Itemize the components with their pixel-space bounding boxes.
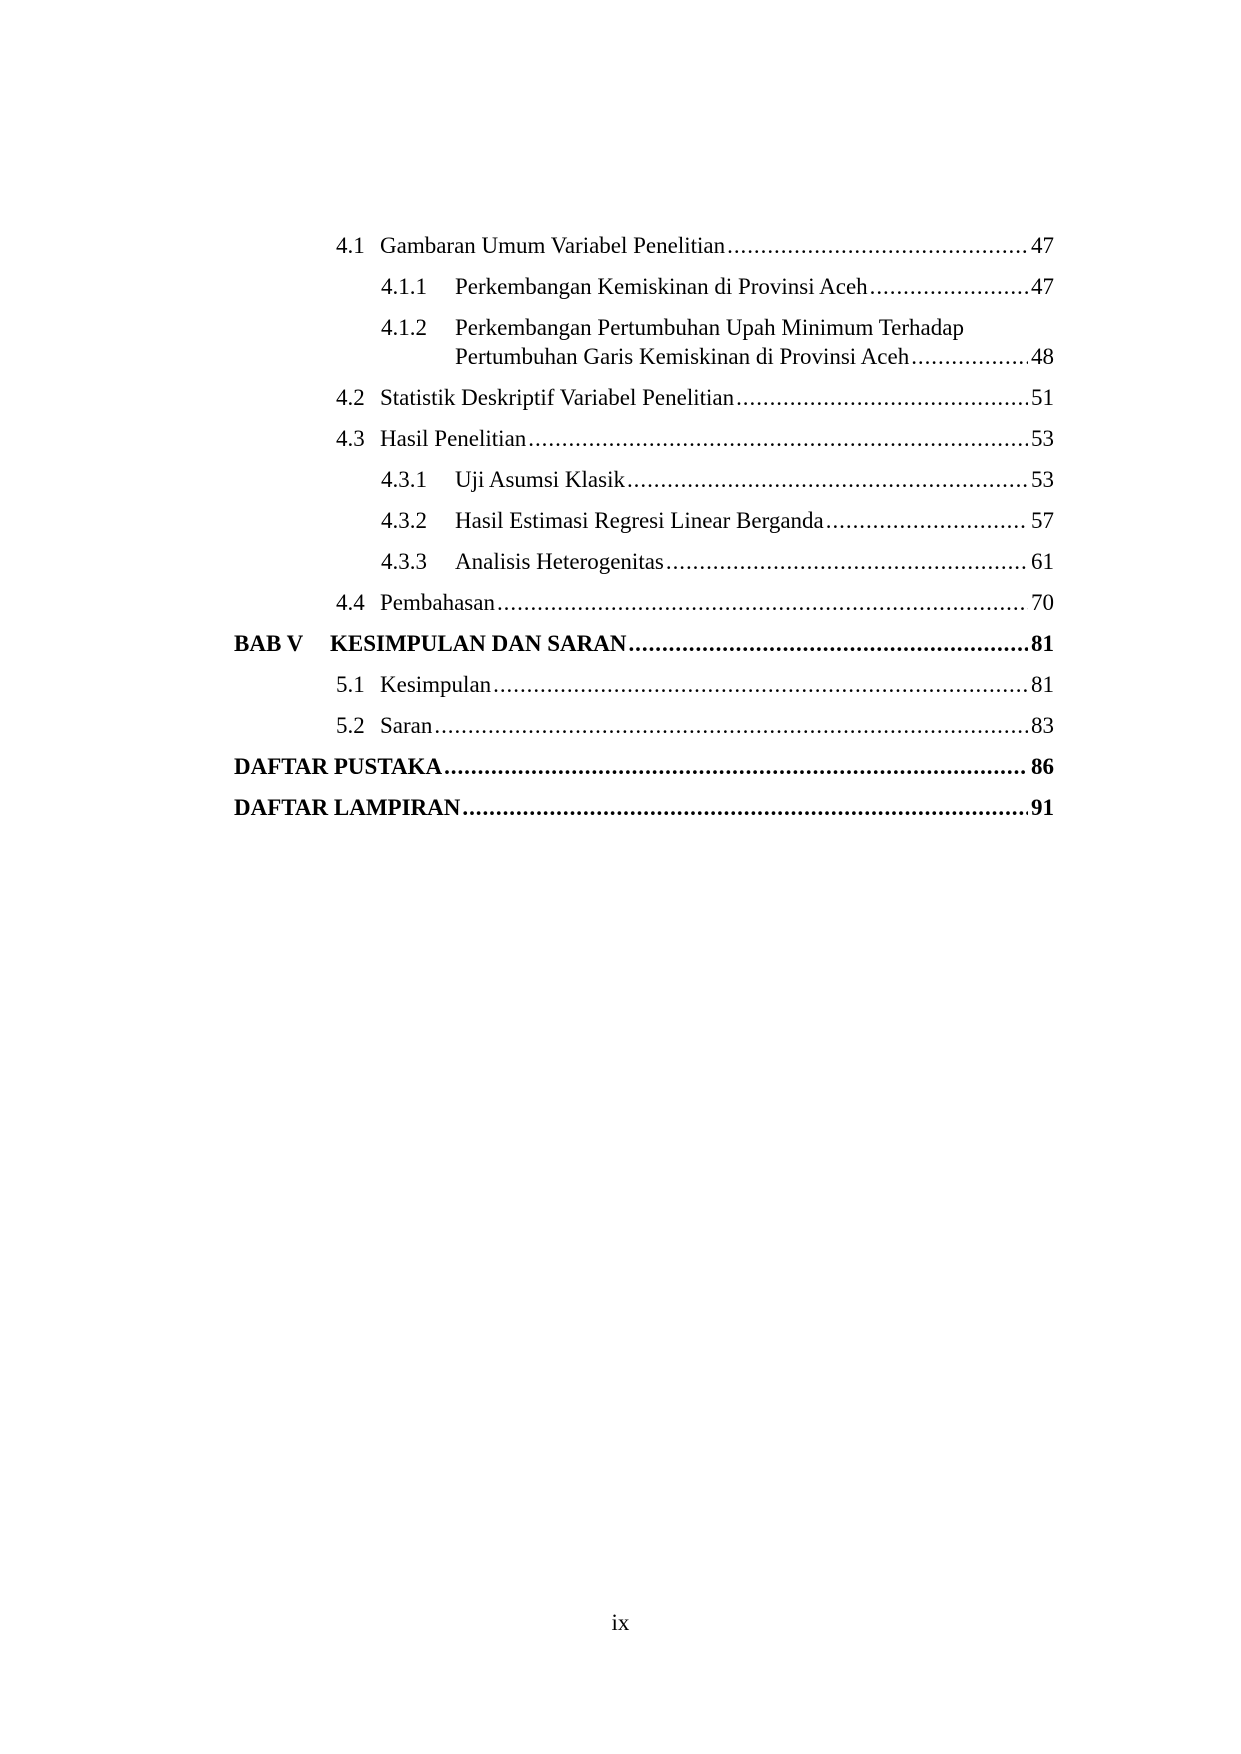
toc-entry[interactable] [381,466,1054,494]
toc-entry-page: 51 [1031,385,1054,410]
toc-entry-title: Pembahasan [380,590,495,615]
toc-entry-page: 47 [1031,233,1054,258]
toc-chapter-entry[interactable] [234,630,1054,658]
leader-dots [462,794,1028,822]
toc-entry-page: 81 [1031,672,1054,697]
leader-dots [493,671,1028,699]
toc-entry-number: 4.1.1 [381,274,427,299]
toc-entry-title: Uji Asumsi Klasik [455,467,625,492]
toc-entry[interactable] [336,425,1054,453]
toc-entry-number: 4.1.2 [381,315,427,340]
toc-entry-page: 47 [1031,274,1054,299]
toc-entry[interactable] [336,712,1054,740]
toc-entry-number: 5.2 [336,713,365,738]
toc-entry-title: Hasil Penelitian [380,426,527,451]
toc-entry-title: Analisis Heterogenitas [455,549,664,574]
toc-entry-page: 53 [1031,426,1054,451]
leader-dots [434,712,1028,740]
leader-dots [911,343,1028,371]
toc-chapter-entry[interactable] [234,794,1054,822]
toc-entry[interactable] [381,273,1054,301]
toc-entry-title: Gambaran Umum Variabel Penelitian [380,233,726,258]
toc-entry-title: Kesimpulan [380,672,492,697]
leader-dots [528,425,1028,453]
toc-entry-page: 86 [1031,754,1054,779]
toc-entry-number: 4.1 [336,233,365,258]
toc-entry-title: KESIMPULAN DAN SARAN [330,631,627,656]
leader-dots [727,232,1028,260]
toc-entry-page: 81 [1031,631,1054,656]
toc-entry-page: 70 [1031,590,1054,615]
leader-dots [444,753,1028,781]
toc-entry[interactable] [381,507,1054,535]
toc-entry-first-line[interactable] [381,314,964,342]
toc-entry-title: Perkembangan Kemiskinan di Provinsi Aceh [455,274,868,299]
toc-entry-number: 5.1 [336,672,365,697]
toc-entry[interactable] [336,589,1054,617]
toc-entry-page: 53 [1031,467,1054,492]
leader-dots [736,384,1028,412]
leader-dots [666,548,1028,576]
toc-entry-title: DAFTAR PUSTAKA [234,754,443,779]
toc-entry-number: 4.3.1 [381,467,427,492]
toc-entry-page: 83 [1031,713,1054,738]
toc-entry-title: Hasil Estimasi Regresi Linear Berganda [455,508,824,533]
page-number: ix [611,1610,630,1635]
leader-dots [870,273,1028,301]
toc-entry-title: Statistik Deskriptif Variabel Penelitian [380,385,735,410]
toc-entry-number: 4.3.3 [381,549,427,574]
toc-entry-page: 48 [1031,344,1054,369]
toc-entry-number: 4.4 [336,590,365,615]
toc-entry-title-line1: Perkembangan Pertumbuhan Upah Minimum Terhadap [455,315,964,340]
toc-entry-title: Pertumbuhan Garis Kemiskinan di Provinsi Aceh [455,344,910,369]
toc-entry-page: 91 [1031,795,1054,820]
toc-entry-title: DAFTAR LAMPIRAN [234,795,461,820]
toc-entry-number: BAB V [234,631,304,656]
toc-entry-number: 4.3.2 [381,508,427,533]
toc-entry-number: 4.2 [336,385,365,410]
toc-entry-title: Saran [380,713,433,738]
leader-dots [628,630,1028,658]
leader-dots [627,466,1028,494]
toc-entry[interactable] [336,232,1054,260]
toc-entry-number: 4.3 [336,426,365,451]
leader-dots [826,507,1028,535]
toc-entry-page: 57 [1031,508,1054,533]
toc-chapter-entry[interactable] [234,753,1054,781]
toc-entry-page: 61 [1031,549,1054,574]
toc-entry[interactable] [336,671,1054,699]
leader-dots [497,589,1028,617]
toc-entry[interactable] [381,548,1054,576]
toc-entry[interactable] [455,343,1054,371]
toc-entry[interactable] [336,384,1054,412]
